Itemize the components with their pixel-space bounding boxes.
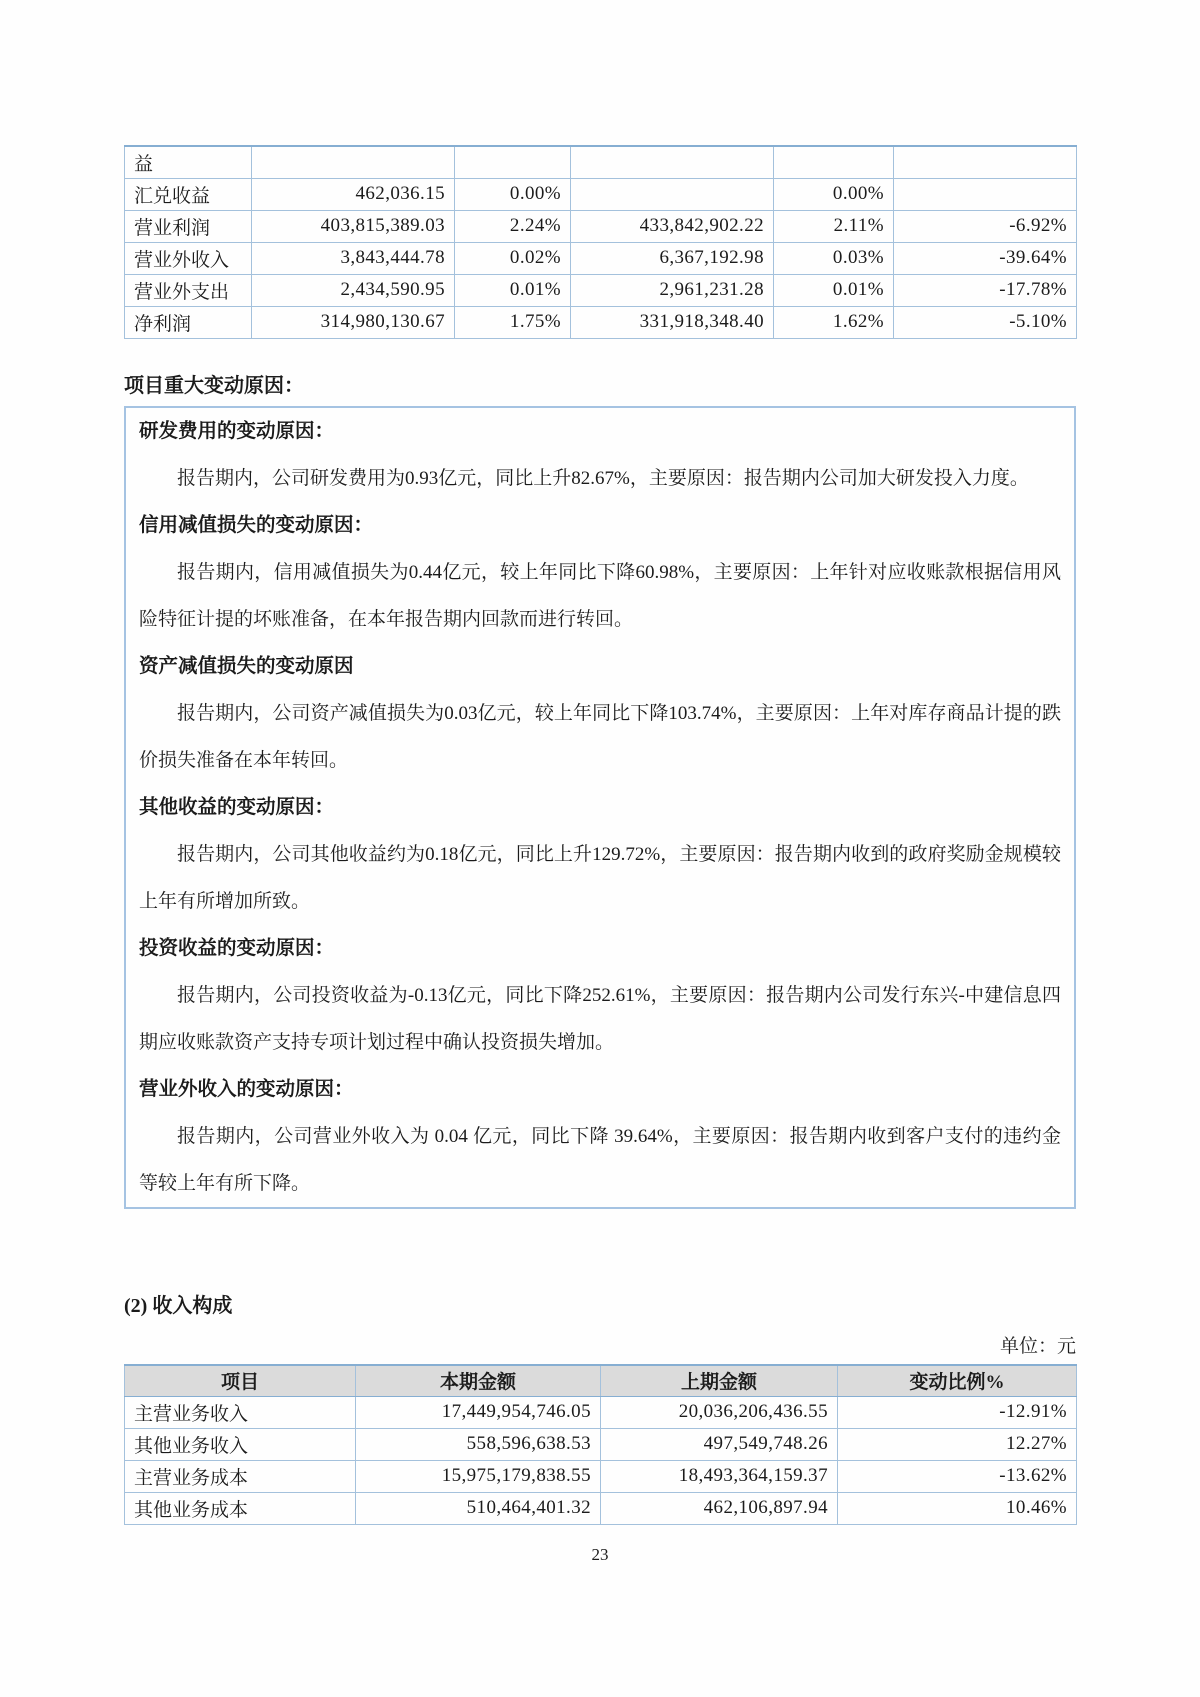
table-row bbox=[125, 1460, 1077, 1492]
value-cell: -12.91% bbox=[838, 1396, 1077, 1428]
value-cell: 18,493,364,159.37 bbox=[601, 1460, 838, 1492]
page-number: 23 bbox=[591, 1545, 609, 1564]
value-cell bbox=[774, 146, 894, 178]
table-row bbox=[125, 146, 1077, 178]
table-row bbox=[125, 306, 1077, 338]
reason-title: 研发费用的变动原因： bbox=[139, 421, 335, 442]
reason-title: 信用减值损失的变动原因： bbox=[139, 515, 374, 536]
income-composition-table bbox=[124, 1364, 1077, 1525]
value-cell: -13.62% bbox=[838, 1460, 1077, 1492]
item-cell: 营业外收入 bbox=[125, 242, 252, 274]
value-cell: 0.01% bbox=[455, 274, 571, 306]
value-cell: 1.75% bbox=[455, 306, 571, 338]
reason-paragraph: 报告期内，信用减值损失为0.44亿元，较上年同比下降60.98%，主要原因：上年针对应收账款根据信用风险特征计提的坏账准备，在本年报告期内回款而进行转回。 bbox=[139, 562, 1061, 630]
value-cell: 497,549,748.26 bbox=[601, 1428, 838, 1460]
value-cell: 17,449,954,746.05 bbox=[356, 1396, 601, 1428]
reasons-box bbox=[124, 406, 1076, 1209]
item-cell: 其他业务收入 bbox=[125, 1428, 356, 1460]
item-cell: 其他业务成本 bbox=[125, 1492, 356, 1524]
item-cell: 营业外支出 bbox=[125, 274, 252, 306]
value-cell bbox=[894, 146, 1077, 178]
header-cell: 项目 bbox=[125, 1365, 356, 1396]
value-cell: 331,918,348.40 bbox=[571, 306, 774, 338]
value-cell bbox=[571, 178, 774, 210]
value-cell: 462,036.15 bbox=[252, 178, 455, 210]
reason-paragraph: 报告期内，公司投资收益为-0.13亿元，同比下降252.61%，主要原因：报告期内公司发行东兴-中建信息四期应收账款资产支持专项计划过程中确认投资损失增加。 bbox=[139, 985, 1061, 1053]
reason-title: 其他收益的变动原因： bbox=[139, 797, 335, 818]
value-cell: 2.11% bbox=[774, 210, 894, 242]
item-cell: 主营业务成本 bbox=[125, 1460, 356, 1492]
value-cell: -5.10% bbox=[894, 306, 1077, 338]
value-cell: -39.64% bbox=[894, 242, 1077, 274]
value-cell: 3,843,444.78 bbox=[252, 242, 455, 274]
value-cell: 0.03% bbox=[774, 242, 894, 274]
reason-title: 资产减值损失的变动原因 bbox=[139, 656, 354, 677]
unit-label: 单位：元 bbox=[999, 1336, 1076, 1357]
value-cell bbox=[252, 146, 455, 178]
value-cell bbox=[571, 146, 774, 178]
value-cell: 403,815,389.03 bbox=[252, 210, 455, 242]
value-cell: 558,596,638.53 bbox=[356, 1428, 601, 1460]
value-cell: 12.27% bbox=[838, 1428, 1077, 1460]
reason-paragraph: 报告期内，公司资产减值损失为0.03亿元，较上年同比下降103.74%，主要原因：上年对库存商品计提的跌价损失准备在本年转回。 bbox=[139, 703, 1061, 771]
value-cell bbox=[455, 146, 571, 178]
table-row bbox=[125, 1396, 1077, 1428]
item-cell: 汇兑收益 bbox=[125, 178, 252, 210]
value-cell: 15,975,179,838.55 bbox=[356, 1460, 601, 1492]
table-header-row bbox=[125, 1365, 1077, 1396]
table-row bbox=[125, 1428, 1077, 1460]
item-cell: 益 bbox=[125, 146, 252, 178]
value-cell: 433,842,902.22 bbox=[571, 210, 774, 242]
item-cell: 主营业务收入 bbox=[125, 1396, 356, 1428]
value-cell: 510,464,401.32 bbox=[356, 1492, 601, 1524]
header-cell: 本期金额 bbox=[356, 1365, 601, 1396]
table-row bbox=[125, 274, 1077, 306]
value-cell: 2.24% bbox=[455, 210, 571, 242]
header-cell: 上期金额 bbox=[601, 1365, 838, 1396]
item-cell: 营业利润 bbox=[125, 210, 252, 242]
table-row bbox=[125, 242, 1077, 274]
financial-items-table bbox=[124, 145, 1077, 339]
value-cell: 20,036,206,436.55 bbox=[601, 1396, 838, 1428]
value-cell: 0.02% bbox=[455, 242, 571, 274]
header-cell: 变动比例% bbox=[838, 1365, 1077, 1396]
value-cell: 10.46% bbox=[838, 1492, 1077, 1524]
value-cell: 2,434,590.95 bbox=[252, 274, 455, 306]
reason-title: 营业外收入的变动原因： bbox=[139, 1079, 354, 1100]
table-row bbox=[125, 210, 1077, 242]
value-cell: 6,367,192.98 bbox=[571, 242, 774, 274]
value-cell: 0.00% bbox=[455, 178, 571, 210]
income-composition-heading: (2) 收入构成 bbox=[124, 1295, 233, 1317]
value-cell: 2,961,231.28 bbox=[571, 274, 774, 306]
reason-paragraph: 报告期内，公司营业外收入为 0.04 亿元，同比下降 39.64%，主要原因：报告期内收到客户支付的违约金等较上年有所下降。 bbox=[139, 1126, 1061, 1194]
value-cell: 462,106,897.94 bbox=[601, 1492, 838, 1524]
value-cell: -17.78% bbox=[894, 274, 1077, 306]
value-cell: 1.62% bbox=[774, 306, 894, 338]
table-row bbox=[125, 1492, 1077, 1524]
table-row bbox=[125, 178, 1077, 210]
value-cell: -6.92% bbox=[894, 210, 1077, 242]
value-cell bbox=[894, 178, 1077, 210]
value-cell: 0.01% bbox=[774, 274, 894, 306]
reasons-heading: 项目重大变动原因： bbox=[124, 375, 304, 397]
reason-paragraph: 报告期内，公司其他收益约为0.18亿元，同比上升129.72%，主要原因：报告期内收到的政府奖励金规模较上年有所增加所致。 bbox=[139, 844, 1061, 912]
value-cell: 314,980,130.67 bbox=[252, 306, 455, 338]
reason-paragraph: 报告期内，公司研发费用为0.93亿元，同比上升82.67%，主要原因：报告期内公司加大研发投入力度。 bbox=[177, 468, 1029, 489]
item-cell: 净利润 bbox=[125, 306, 252, 338]
value-cell: 0.00% bbox=[774, 178, 894, 210]
reason-title: 投资收益的变动原因： bbox=[139, 938, 335, 959]
